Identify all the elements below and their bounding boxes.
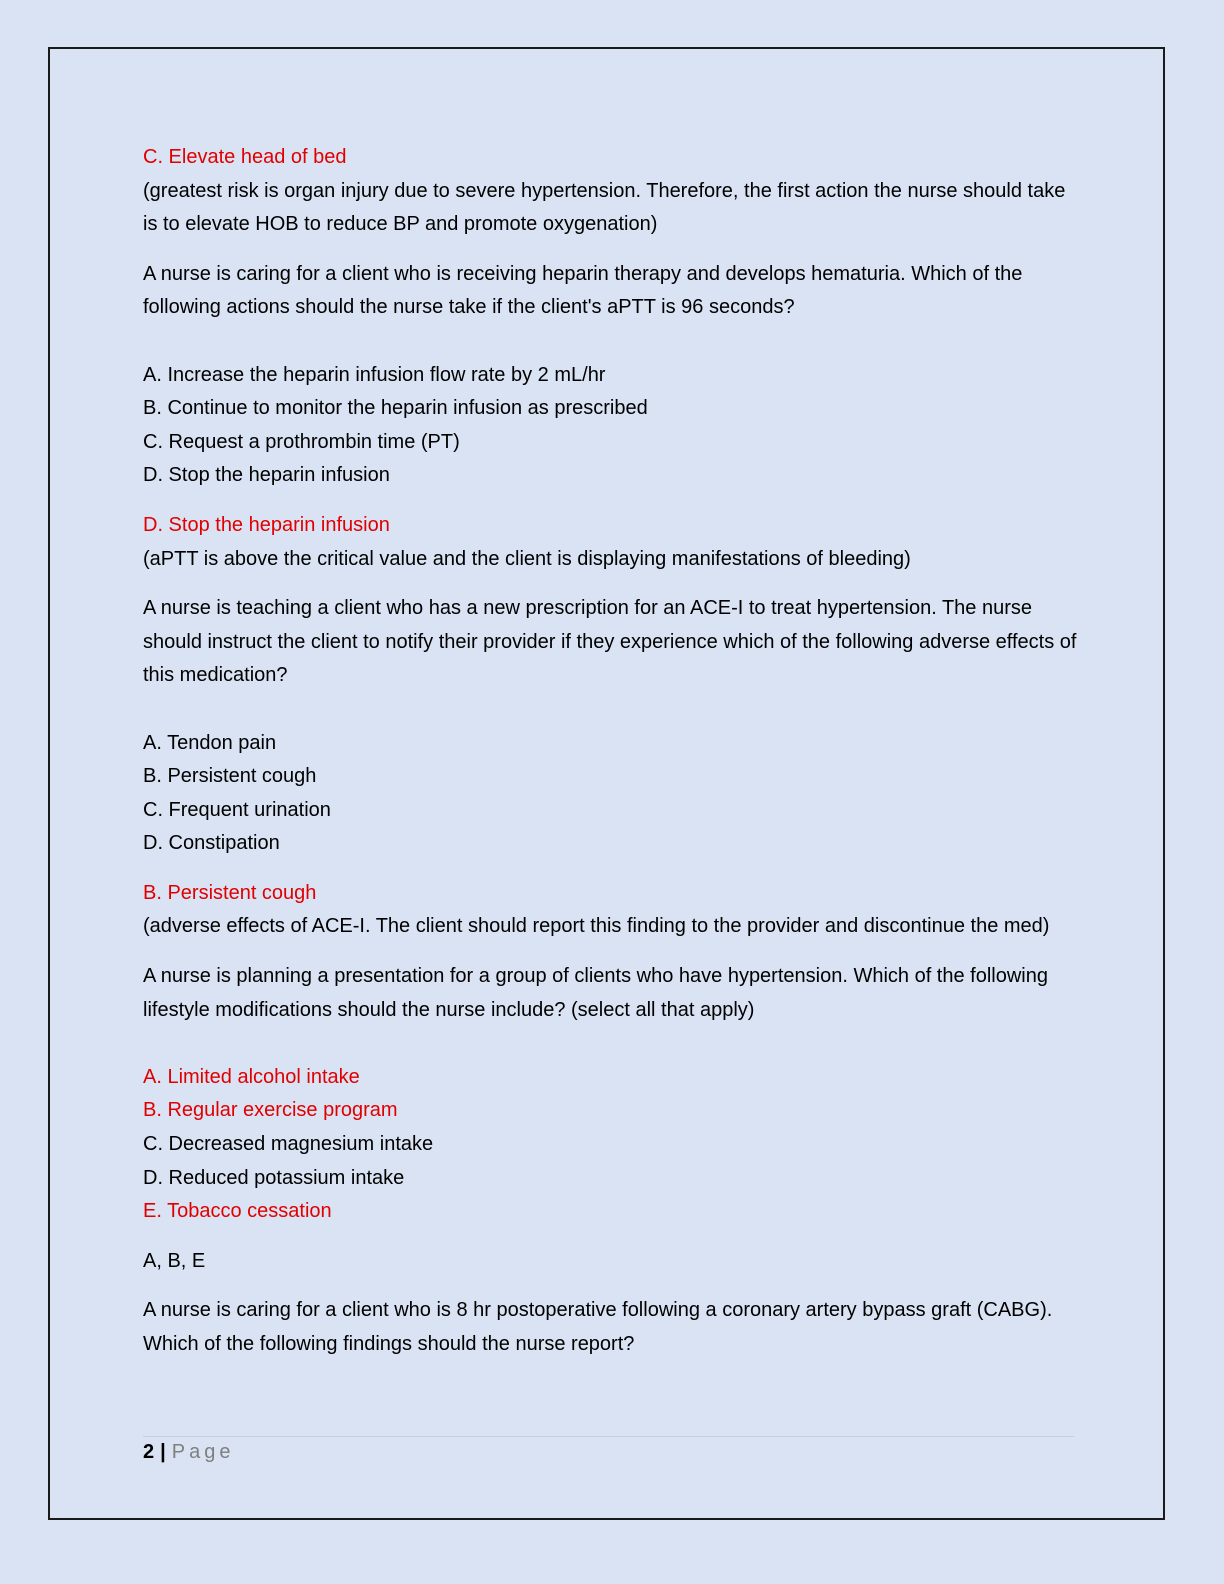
option-d: D. Reduced potassium intake [143,1166,405,1189]
footer-separator: | [160,1441,166,1463]
answer-block-3 [143,877,1078,944]
question-text: A nurse is caring for a client who is receiving heparin therapy and develops hematuria. Which of the following actions should the nurse take if the client's aPTT is 96 seconds? [143,262,1023,319]
answer-block-4 [143,1245,1078,1279]
rationale-text: (greatest risk is organ injury due to severe hypertension. Therefore, the first action the nurse should take is to elevate HOB to reduce BP and promote oxygenation) [143,179,1066,236]
question-4 [143,960,1078,1027]
option-a: A. Tendon pain [143,731,277,754]
answer-text: C. Elevate head of bed [143,146,347,168]
option-e: E. Tobacco cessation [143,1200,332,1223]
option-a: A. Increase the heparin infusion flow rate by 2 mL/hr [143,363,606,386]
rationale-text: (adverse effects of ACE-I. The client should report this finding to the provider and discontinue the med) [143,915,1050,938]
question-3-options [143,727,1078,861]
document-body [143,141,1078,1378]
option-a: A. Limited alcohol intake [143,1065,360,1088]
spacer [143,1043,1078,1061]
spacer [143,709,1078,727]
question-text: A nurse is caring for a client who is 8 hr postoperative following a coronary artery bypass graft (CABG). Which of the following findings should the nurse report? [143,1299,1053,1355]
answer-block-1 [143,141,1078,242]
option-c: C. Decreased magnesium intake [143,1133,434,1156]
page-label: Page [171,1441,235,1463]
option-d: D. Constipation [143,832,280,855]
answer-text: D. Stop the heparin infusion [143,513,390,536]
option-b: B. Continue to monitor the heparin infusion as prescribed [143,397,648,420]
page-footer [143,1436,1074,1464]
answer-text: B. Persistent cough [143,881,317,904]
option-b: B. Regular exercise program [143,1099,398,1122]
question-2-options [143,359,1078,493]
question-5 [143,1294,1078,1361]
option-c: C. Frequent urination [143,798,331,821]
question-2 [143,258,1078,325]
page-number: 2 [143,1441,155,1463]
question-3 [143,592,1078,693]
question-text: A nurse is planning a presentation for a group of clients who have hypertension. Which of the following lifestyle modifications should the nurse include? (select all that apply) [143,965,1048,1021]
option-b: B. Persistent cough [143,765,317,788]
answer-block-2 [143,509,1078,576]
spacer [143,341,1078,359]
answer-text: A, B, E [143,1249,206,1272]
question-text: A nurse is teaching a client who has a new prescription for an ACE-I to treat hypertension. The nurse should instruct the client to notify their provider if they experience which of the following adverse effects of this medication? [143,597,1077,687]
rationale-text: (aPTT is above the critical value and the client is displaying manifestations of bleeding) [143,547,911,570]
question-4-options [143,1061,1078,1229]
option-d: D. Stop the heparin infusion [143,464,390,487]
option-c: C. Request a prothrombin time (PT) [143,430,460,453]
